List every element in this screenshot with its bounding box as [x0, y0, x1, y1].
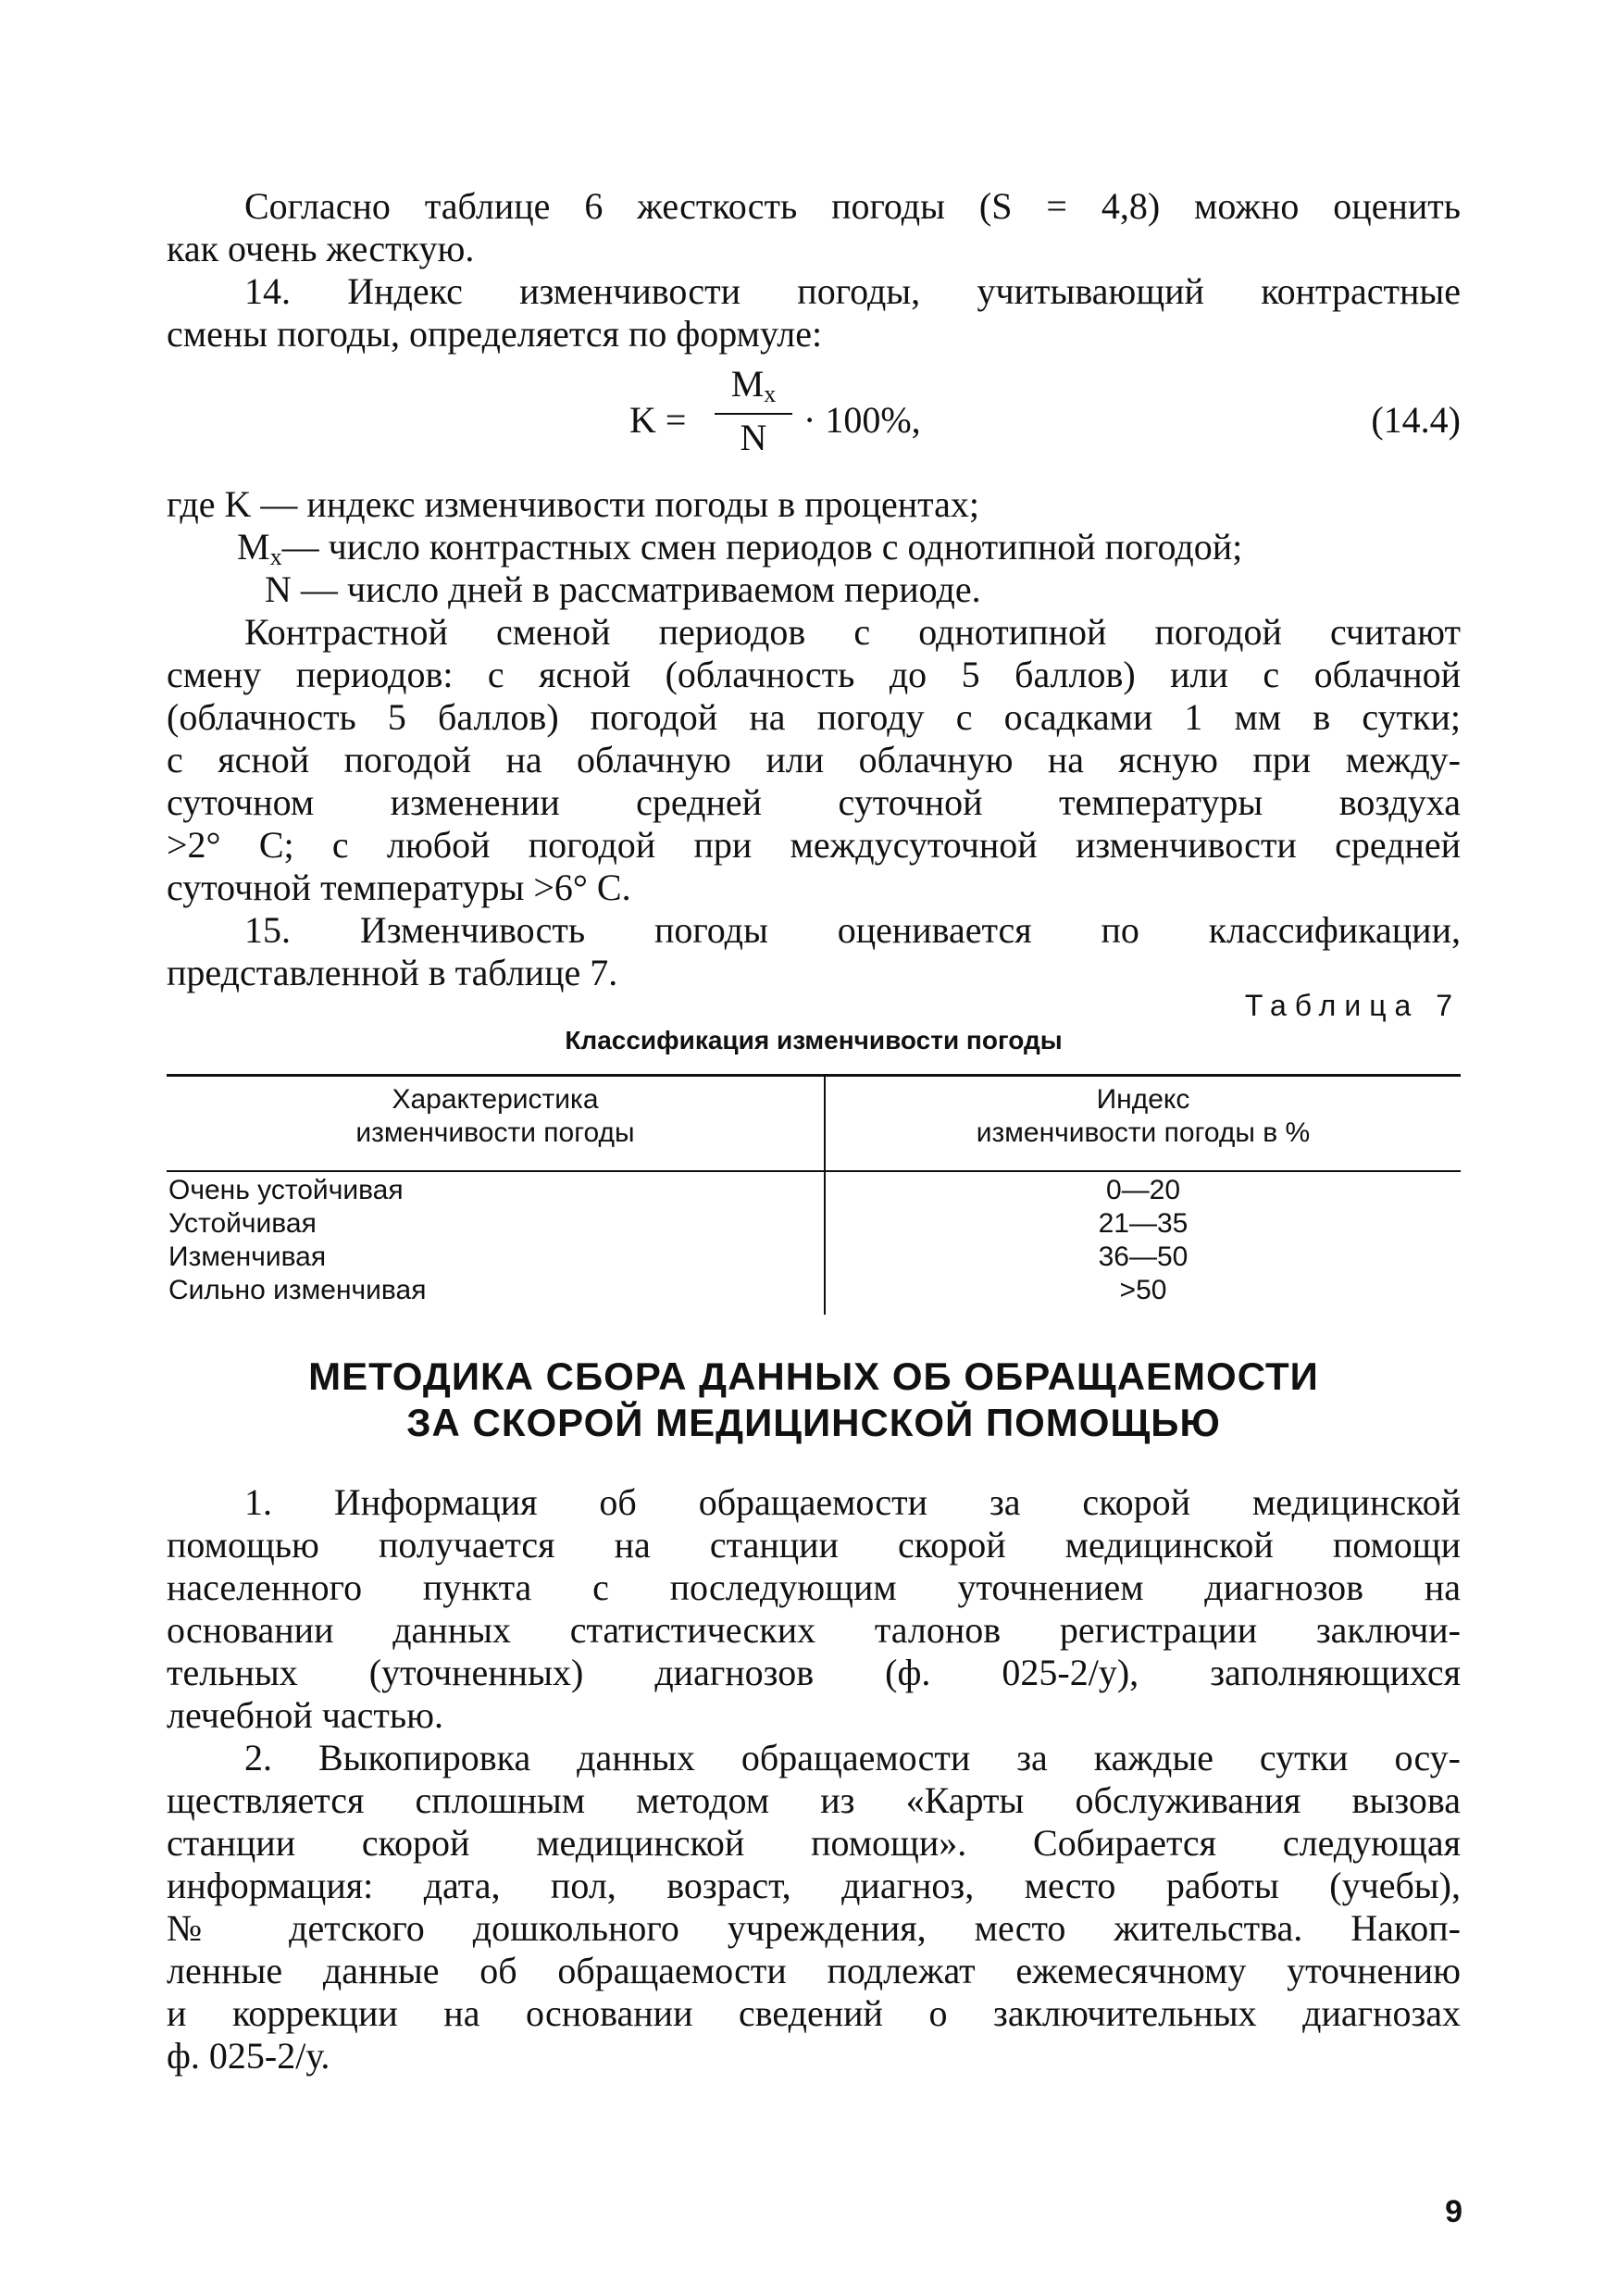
text-line: 15. Изменчивость погоды оценивается по классификации,: [244, 909, 1461, 951]
table-header-col2: Индекс изменчивости погоды в %: [976, 1084, 1311, 1148]
row-value: 21—35: [1098, 1208, 1189, 1239]
text-line: смены погоды, определяется по формуле:: [167, 313, 823, 355]
text-line: (облачность 5 баллов) погодой на погоду с осадками 1 мм в сутки;: [167, 696, 1461, 738]
text-line: и коррекции на основании сведений о заключительных диагнозах: [167, 1992, 1461, 2034]
paragraph-15: [167, 909, 1461, 994]
page-number: 9: [1445, 2194, 1462, 2229]
text-line: 1. Информация об обращаемости за скорой медицинской: [244, 1481, 1461, 1523]
text-line: Контрастной сменой периодов с однотипной погодой считают: [244, 611, 1461, 653]
row-value: 36—50: [1098, 1242, 1189, 1272]
formula-fraction: [715, 363, 792, 459]
table-header-col1: Характеристика изменчивости погоды: [355, 1084, 635, 1148]
formula-rest: · 100%,: [803, 399, 921, 441]
text-line: как очень жесткую.: [167, 228, 475, 269]
equation-number: (14.4): [1371, 399, 1461, 441]
row-value: 0—20: [1105, 1175, 1181, 1205]
fraction-bar: [715, 413, 792, 415]
text-line: лечебной частью.: [167, 1694, 443, 1736]
method-paragraph-2: [167, 1737, 1461, 2078]
formula-14-4: [629, 363, 1461, 465]
method-paragraph-1: [167, 1481, 1461, 1737]
contrast-paragraph: [167, 611, 1461, 909]
table-row: [167, 1241, 1461, 1274]
table-header-rule: [167, 1170, 1461, 1172]
text-line: 14. Индекс изменчивости погоды, учитывающий контрастные: [244, 270, 1461, 312]
formula-lhs: K =: [629, 399, 687, 441]
where-n: N — число дней в рассматриваемом периоде.: [265, 568, 981, 610]
text-line: ленные данные об обращаемости подлежат ежемесячному уточнению: [167, 1950, 1461, 1991]
table-title: Классификация изменчивости погоды: [565, 1026, 1063, 1054]
text-line: с ясной погодой на облачную или облачную на ясную при между-: [167, 739, 1461, 780]
where-mx: $M_x—$ число контрастных смен периодов с однотипной погодой;: [237, 526, 1243, 570]
text-line: 2. Выкопировка данных обращаемости за каждые сутки осу-: [244, 1737, 1461, 1778]
text-line: № детского дошкольного учреждения, место жительства. Накоп-: [167, 1907, 1461, 1949]
row-label: Сильно изменчивая: [168, 1275, 427, 1305]
row-label: Очень устойчивая: [168, 1175, 404, 1205]
heading-line: ЗА СКОРОЙ МЕДИЦИНСКОЙ ПОМОЩЬЮ: [406, 1401, 1221, 1444]
text-line: суточной температуры >6° C.: [167, 867, 631, 908]
text-line: помощью получается на станции скорой медицинской помощи: [167, 1524, 1461, 1566]
intro-paragraph: [167, 185, 1461, 270]
text-line: >2° C; с любой погодой при междусуточной изменчивости средней: [167, 824, 1461, 866]
text-line: тельных (уточненных) диагнозов (ф. 025-2/у), заполняющихся: [167, 1652, 1461, 1693]
text-line: Согласно таблице 6 жесткость погоды (S = 4,8) можно оценить: [244, 185, 1461, 227]
table-caption: Таблица 7: [1244, 989, 1461, 1022]
table-top-rule: [167, 1074, 1461, 1077]
table-row: [167, 1274, 1461, 1307]
row-label: Изменчивая: [168, 1242, 327, 1272]
text-line: населенного пункта с последующим уточнением диагнозов на: [167, 1566, 1461, 1608]
paragraph-14: [167, 270, 1461, 356]
section-heading: [167, 1354, 1461, 1446]
formula-denominator: N: [740, 417, 767, 458]
row-value: >50: [1119, 1275, 1167, 1305]
text-line: представленной в таблице 7.: [167, 952, 618, 993]
text-line: ф. 025-2/у.: [167, 2035, 330, 2077]
heading-line: МЕТОДИКА СБОРА ДАННЫХ ОБ ОБРАЩАЕМОСТИ: [308, 1354, 1319, 1398]
variability-table: [167, 1074, 1461, 1315]
text-line: ществляется сплошным методом из «Карты обслуживания вызова: [167, 1779, 1461, 1821]
text-line: информация: дата, пол, возраст, диагноз, место работы (учебы),: [167, 1865, 1461, 1906]
text-line: станции скорой медицинской помощи». Собирается следующая: [167, 1822, 1461, 1864]
table-row: [167, 1174, 1461, 1207]
text-line: суточном изменении средней суточной температуры воздуха: [167, 781, 1461, 823]
text-line: основании данных статистических талонов регистрации заключи-: [167, 1609, 1461, 1651]
formula-numerator: $M_x$: [730, 363, 777, 407]
table-row: [167, 1207, 1461, 1241]
text-line: смену периодов: с ясной (облачность до 5 баллов) или с облачной: [167, 654, 1461, 695]
where-k: где K — индекс изменчивости погоды в процентах;: [167, 483, 979, 525]
row-label: Устойчивая: [168, 1208, 317, 1239]
